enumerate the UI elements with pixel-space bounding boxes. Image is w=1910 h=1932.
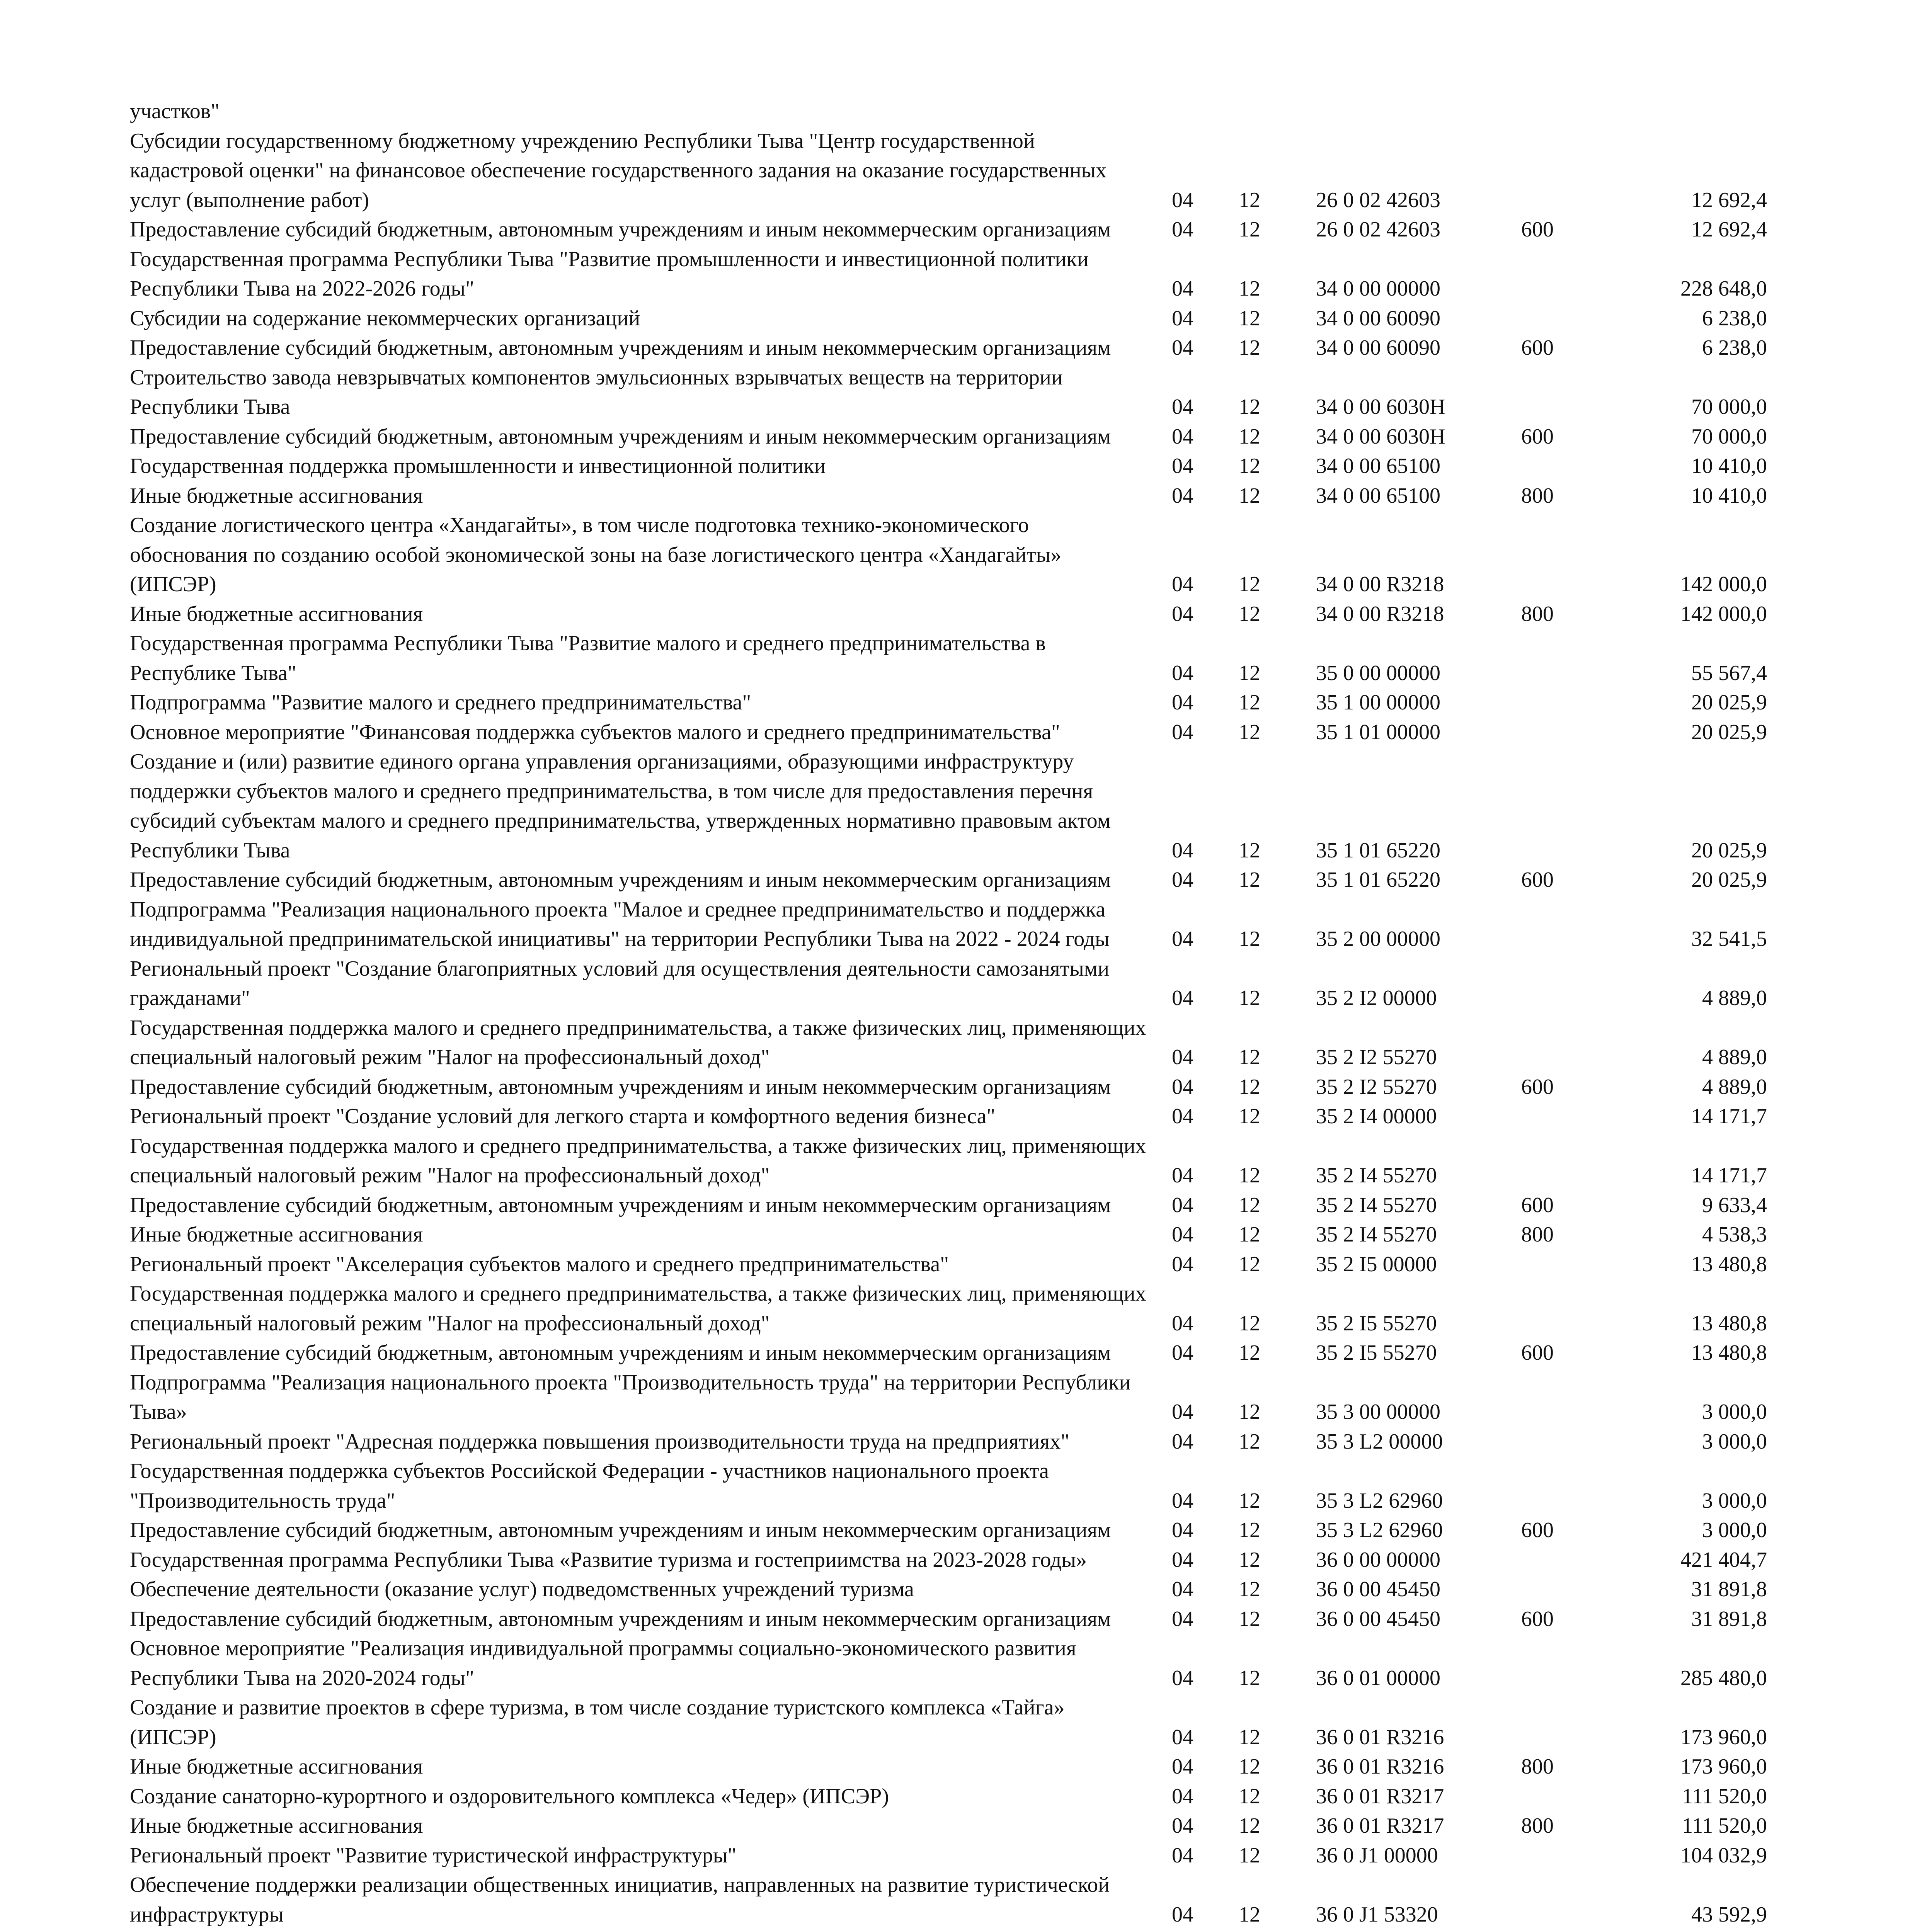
subsection-code: 12 <box>1239 868 1260 892</box>
row-name <box>130 1929 1150 1932</box>
table-row <box>0 1575 1910 1604</box>
amount: 6 238,0 <box>1702 336 1767 360</box>
section-code: 04 <box>1172 1429 1193 1454</box>
expense-type-code: 600 <box>1521 868 1554 892</box>
amount: 3 000,0 <box>1702 1429 1767 1454</box>
target-article-code: 35 2 I4 55270 <box>1316 1163 1437 1187</box>
target-article-code: 35 2 I4 55270 <box>1316 1193 1437 1217</box>
target-article-code: 34 0 00 00000 <box>1316 277 1440 301</box>
subsection-code: 12 <box>1239 1843 1260 1867</box>
amount: 4 889,0 <box>1702 1075 1767 1099</box>
section-code: 04 <box>1172 1518 1193 1542</box>
section-code: 04 <box>1172 1843 1193 1867</box>
table-row <box>0 1841 1910 1871</box>
amount: 43 592,9 <box>1691 1902 1767 1927</box>
amount: 55 567,4 <box>1691 661 1767 685</box>
target-article-code: 34 0 00 65100 <box>1316 454 1440 478</box>
amount: 20 025,9 <box>1691 690 1767 714</box>
target-article-code: 34 0 00 6030Н <box>1316 395 1445 419</box>
row-name: Предоставление субсидий бюджетным, автономным учреждениям и иным некоммерческим организациям <box>130 868 1111 892</box>
table-row <box>0 1456 1910 1515</box>
subsection-code: 12 <box>1239 218 1260 242</box>
section-code: 04 <box>1172 218 1193 242</box>
amount: 10 410,0 <box>1691 454 1767 478</box>
amount: 32 541,5 <box>1691 927 1767 951</box>
amount: 4 889,0 <box>1702 986 1767 1010</box>
table-row <box>0 747 1910 865</box>
table-row <box>0 481 1910 511</box>
section-code: 04 <box>1172 986 1193 1010</box>
section-code: 04 <box>1172 1252 1193 1276</box>
section-code: 04 <box>1172 277 1193 301</box>
table-row <box>0 1102 1910 1131</box>
row-name: Региональный проект "Адресная поддержка повышения производительности труда на предприятиях" <box>130 1429 1070 1454</box>
section-code <box>1172 1929 1193 1932</box>
row-name: Предоставление субсидий бюджетным, автономным учреждениям и иным некоммерческим организациям <box>130 1607 1111 1631</box>
subsection-code <box>1239 1929 1260 1932</box>
subsection-code: 12 <box>1239 454 1260 478</box>
section-code: 04 <box>1172 1400 1193 1424</box>
target-article-code: 36 0 00 45450 <box>1316 1607 1440 1631</box>
row-name: Создание и (или) развитие единого органа управления организациями, образующими инфраструктуру поддержки субъектов малого и среднего предпринимательства, в том числе для предоставления перечня субсидий субъектам малого и среднего предпринимательства, утвержденных нормативно правовым актом Республики Тыва <box>130 750 1111 862</box>
target-article-code: 35 2 00 00000 <box>1316 927 1440 951</box>
subsection-code: 12 <box>1239 572 1260 596</box>
expense-type-code: 600 <box>1521 1607 1554 1631</box>
target-article-code: 35 2 I4 00000 <box>1316 1104 1437 1128</box>
amount: 9 633,4 <box>1702 1193 1767 1217</box>
row-name: Создание и развитие проектов в сфере туризма, в том числе создание туристского комплекса «Тайга» (ИПСЭР) <box>130 1696 1065 1749</box>
table-row <box>0 1220 1910 1250</box>
table-row <box>0 1634 1910 1693</box>
row-name: Иные бюджетные ассигнования <box>130 1814 423 1838</box>
target-article-code <box>1316 1929 1438 1932</box>
amount: 3 000,0 <box>1702 1488 1767 1513</box>
target-article-code: 35 1 01 65220 <box>1316 868 1440 892</box>
target-article-code: 35 1 00 00000 <box>1316 690 1440 714</box>
target-article-code: 36 0 01 R3217 <box>1316 1814 1444 1838</box>
amount: 20 025,9 <box>1691 838 1767 862</box>
amount: 70 000,0 <box>1691 424 1767 449</box>
expense-type-code: 800 <box>1521 483 1554 508</box>
table-row <box>0 1131 1910 1190</box>
row-name: Предоставление субсидий бюджетным, автономным учреждениям и иным некоммерческим организациям <box>130 1518 1111 1542</box>
table-row <box>0 1604 1910 1634</box>
amount: 4 538,3 <box>1702 1223 1767 1247</box>
target-article-code: 34 0 00 6030Н <box>1316 424 1445 449</box>
subsection-code: 12 <box>1239 1518 1260 1542</box>
section-code: 04 <box>1172 1045 1193 1069</box>
subsection-code: 12 <box>1239 1341 1260 1365</box>
table-row <box>0 422 1910 452</box>
subsection-code: 12 <box>1239 188 1260 212</box>
row-name: Иные бюджетные ассигнования <box>130 602 423 626</box>
section-code: 04 <box>1172 395 1193 419</box>
section-code: 04 <box>1172 1341 1193 1365</box>
target-article-code: 36 0 00 45450 <box>1316 1577 1440 1601</box>
budget-table <box>0 97 1910 1932</box>
amount: 13 480,8 <box>1691 1341 1767 1365</box>
table-row <box>0 1811 1910 1841</box>
section-code: 04 <box>1172 1104 1193 1128</box>
table-row <box>0 895 1910 954</box>
table-row <box>0 126 1910 215</box>
table-row <box>0 1190 1910 1220</box>
subsection-code: 12 <box>1239 1814 1260 1838</box>
row-name: Государственная поддержка малого и среднего предпринимательства, а также физических лиц, применяющих специальный налоговый режим "Налог на профессиональный доход" <box>130 1015 1146 1069</box>
target-article-code: 35 3 L2 62960 <box>1316 1518 1443 1542</box>
section-code: 04 <box>1172 1548 1193 1572</box>
subsection-code: 12 <box>1239 661 1260 685</box>
subsection-code: 12 <box>1239 1104 1260 1128</box>
row-name: Государственная поддержка малого и среднего предпринимательства, а также физических лиц, применяющих специальный налоговый режим "Налог на профессиональный доход" <box>130 1134 1146 1187</box>
target-article-code: 35 3 00 00000 <box>1316 1400 1440 1424</box>
expense-type-code: 800 <box>1521 602 1554 626</box>
amount: 285 480,0 <box>1680 1666 1767 1690</box>
row-name: Обеспечение деятельности (оказание услуг) подведомственных учреждений туризма <box>130 1577 914 1601</box>
table-row <box>0 1929 1910 1932</box>
amount: 12 692,4 <box>1691 218 1767 242</box>
row-name: Региональный проект "Развитие туристической инфраструктуры" <box>130 1843 737 1867</box>
table-row <box>0 688 1910 718</box>
table-row <box>0 1250 1910 1279</box>
subsection-code: 12 <box>1239 1075 1260 1099</box>
target-article-code: 35 0 00 00000 <box>1316 661 1440 685</box>
row-name: Обеспечение поддержки реализации общественных инициатив, направленных на развитие туристической инфраструктуры <box>130 1873 1110 1927</box>
amount: 14 171,7 <box>1691 1104 1767 1128</box>
section-code: 04 <box>1172 1725 1193 1749</box>
table-row <box>0 1279 1910 1338</box>
row-name: Государственная программа Республики Тыва "Развитие промышленности и инвестиционной политики Республики Тыва на 2022-2026 годы" <box>130 247 1089 301</box>
row-name: Государственная программа Республики Тыва "Развитие малого и среднего предпринимательства в Республике Тыва" <box>130 631 1046 685</box>
expense-type-code <box>1521 1929 1554 1932</box>
target-article-code: 35 1 01 00000 <box>1316 720 1440 744</box>
table-row <box>0 215 1910 245</box>
amount: 111 520,0 <box>1682 1784 1767 1808</box>
target-article-code: 36 0 01 R3217 <box>1316 1784 1444 1808</box>
target-article-code: 36 0 01 00000 <box>1316 1666 1440 1690</box>
section-code: 04 <box>1172 838 1193 862</box>
subsection-code: 12 <box>1239 306 1260 330</box>
section-code: 04 <box>1172 188 1193 212</box>
subsection-code: 12 <box>1239 1429 1260 1454</box>
row-name: Предоставление субсидий бюджетным, автономным учреждениям и иным некоммерческим организациям <box>130 1341 1111 1365</box>
section-code: 04 <box>1172 927 1193 951</box>
section-code: 04 <box>1172 868 1193 892</box>
subsection-code: 12 <box>1239 1163 1260 1187</box>
table-row <box>0 1515 1910 1545</box>
row-name: Региональный проект "Создание благоприятных условий для осуществления деятельности самозанятыми гражданами" <box>130 956 1110 1010</box>
subsection-code: 12 <box>1239 1252 1260 1276</box>
section-code: 04 <box>1172 483 1193 508</box>
target-article-code: 36 0 J1 53320 <box>1316 1902 1438 1927</box>
table-row <box>0 1338 1910 1368</box>
row-name: Государственная поддержка промышленности и инвестиционной политики <box>130 454 826 478</box>
subsection-code: 12 <box>1239 1548 1260 1572</box>
row-name: Субсидии государственному бюджетному учреждению Республики Тыва "Центр государственной кадастровой оценки" на финансовое обеспечение государственного задания на оказание государственных услуг (выполнение работ) <box>130 129 1107 212</box>
table-row <box>0 629 1910 688</box>
target-article-code: 34 0 00 R3218 <box>1316 572 1444 596</box>
subsection-code: 12 <box>1239 927 1260 951</box>
section-code: 04 <box>1172 602 1193 626</box>
subsection-code: 12 <box>1239 277 1260 301</box>
table-row <box>0 451 1910 481</box>
amount: 20 025,9 <box>1691 868 1767 892</box>
amount: 228 648,0 <box>1680 277 1767 301</box>
amount: 13 480,8 <box>1691 1311 1767 1335</box>
amount: 13 480,8 <box>1691 1252 1767 1276</box>
target-article-code: 36 0 01 R3216 <box>1316 1725 1444 1749</box>
section-code: 04 <box>1172 1755 1193 1779</box>
row-name: Государственная программа Республики Тыва «Развитие туризма и гостеприимства на 2023-2028 годы» <box>130 1548 1087 1572</box>
subsection-code: 12 <box>1239 395 1260 419</box>
expense-type-code: 600 <box>1521 336 1554 360</box>
section-code: 04 <box>1172 1075 1193 1099</box>
section-code: 04 <box>1172 1488 1193 1513</box>
table-row <box>0 1870 1910 1929</box>
target-article-code: 36 0 J1 00000 <box>1316 1843 1438 1867</box>
row-name: Иные бюджетные ассигнования <box>130 1223 423 1247</box>
expense-type-code: 800 <box>1521 1223 1554 1247</box>
section-code: 04 <box>1172 661 1193 685</box>
expense-type-code: 800 <box>1521 1814 1554 1838</box>
target-article-code: 26 0 02 42603 <box>1316 188 1440 212</box>
subsection-code: 12 <box>1239 1193 1260 1217</box>
amount: 20 025,9 <box>1691 720 1767 744</box>
amount: 173 960,0 <box>1680 1755 1767 1779</box>
target-article-code: 35 2 I4 55270 <box>1316 1223 1437 1247</box>
amount: 4 889,0 <box>1702 1045 1767 1069</box>
amount: 10 410,0 <box>1691 483 1767 508</box>
expense-type-code: 600 <box>1521 424 1554 449</box>
table-row <box>0 510 1910 599</box>
target-article-code: 35 2 I5 00000 <box>1316 1252 1437 1276</box>
subsection-code: 12 <box>1239 1755 1260 1779</box>
subsection-code: 12 <box>1239 1311 1260 1335</box>
subsection-code: 12 <box>1239 1666 1260 1690</box>
row-name: Региональный проект "Акселерация субъектов малого и среднего предпринимательства" <box>130 1252 949 1276</box>
table-row <box>0 599 1910 629</box>
subsection-code: 12 <box>1239 602 1260 626</box>
row-name: Подпрограмма "Реализация национального проекта "Производительность труда" на территории Республики Тыва» <box>130 1370 1131 1424</box>
amount: 142 000,0 <box>1680 572 1767 596</box>
amount: 421 404,7 <box>1680 1548 1767 1572</box>
row-name: Предоставление субсидий бюджетным, автономным учреждениям и иным некоммерческим организациям <box>130 218 1111 242</box>
target-article-code: 34 0 00 60090 <box>1316 336 1440 360</box>
row-name: Иные бюджетные ассигнования <box>130 483 423 508</box>
section-code: 04 <box>1172 1223 1193 1247</box>
row-name: Государственная поддержка субъектов Российской Федерации - участников национального проекта "Производительность труда" <box>130 1459 1049 1513</box>
row-name: Основное мероприятие "Финансовая поддержка субъектов малого и среднего предпринимательства" <box>130 720 1060 744</box>
section-code: 04 <box>1172 454 1193 478</box>
section-code: 04 <box>1172 424 1193 449</box>
amount: 173 960,0 <box>1680 1725 1767 1749</box>
section-code: 04 <box>1172 1902 1193 1927</box>
amount: 6 238,0 <box>1702 306 1767 330</box>
subsection-code: 12 <box>1239 1577 1260 1601</box>
section-code: 04 <box>1172 336 1193 360</box>
section-code: 04 <box>1172 306 1193 330</box>
target-article-code: 35 2 I2 55270 <box>1316 1075 1437 1099</box>
row-name: Предоставление субсидий бюджетным, автономным учреждениям и иным некоммерческим организациям <box>130 1193 1111 1217</box>
section-code: 04 <box>1172 1163 1193 1187</box>
expense-type-code: 600 <box>1521 1341 1554 1365</box>
section-code: 04 <box>1172 572 1193 596</box>
table-row <box>0 1427 1910 1457</box>
subsection-code: 12 <box>1239 720 1260 744</box>
subsection-code: 12 <box>1239 986 1260 1010</box>
target-article-code: 36 0 01 R3216 <box>1316 1755 1444 1779</box>
subsection-code: 12 <box>1239 1400 1260 1424</box>
target-article-code: 35 2 I5 55270 <box>1316 1311 1437 1335</box>
table-row <box>0 954 1910 1013</box>
amount: 31 891,8 <box>1691 1607 1767 1631</box>
target-article-code: 35 3 L2 00000 <box>1316 1429 1443 1454</box>
table-row <box>0 245 1910 304</box>
row-name: Иные бюджетные ассигнования <box>130 1755 423 1779</box>
subsection-code: 12 <box>1239 838 1260 862</box>
table-row <box>0 304 1910 333</box>
target-article-code: 34 0 00 65100 <box>1316 483 1440 508</box>
section-code: 04 <box>1172 1311 1193 1335</box>
target-article-code: 35 2 I2 55270 <box>1316 1045 1437 1069</box>
amount: 70 000,0 <box>1691 395 1767 419</box>
table-row <box>0 718 1910 747</box>
amount: 111 520,0 <box>1682 1814 1767 1838</box>
expense-type-code: 600 <box>1521 218 1554 242</box>
subsection-code: 12 <box>1239 424 1260 449</box>
expense-type-code: 600 <box>1521 1075 1554 1099</box>
subsection-code: 12 <box>1239 483 1260 508</box>
row-name: участков" <box>130 99 220 123</box>
amount: 12 692,4 <box>1691 188 1767 212</box>
row-name: Региональный проект "Создание условий для легкого старта и комфортного ведения бизнеса" <box>130 1104 996 1128</box>
target-article-code: 35 2 I5 55270 <box>1316 1341 1437 1365</box>
target-article-code: 26 0 02 42603 <box>1316 218 1440 242</box>
subsection-code: 12 <box>1239 1045 1260 1069</box>
section-code: 04 <box>1172 1607 1193 1631</box>
subsection-code: 12 <box>1239 1784 1260 1808</box>
target-article-code: 35 1 01 65220 <box>1316 838 1440 862</box>
amount: 14 171,7 <box>1691 1163 1767 1187</box>
section-code: 04 <box>1172 690 1193 714</box>
subsection-code: 12 <box>1239 336 1260 360</box>
amount: 31 891,8 <box>1691 1577 1767 1601</box>
table-row <box>0 865 1910 895</box>
table-row <box>0 363 1910 422</box>
table-row <box>0 333 1910 363</box>
table-row <box>0 97 1910 126</box>
section-code: 04 <box>1172 1784 1193 1808</box>
amount: 3 000,0 <box>1702 1400 1767 1424</box>
section-code: 04 <box>1172 1814 1193 1838</box>
target-article-code: 34 0 00 R3218 <box>1316 602 1444 626</box>
row-name: Субсидии на содержание некоммерческих организаций <box>130 306 640 330</box>
section-code: 04 <box>1172 1193 1193 1217</box>
amount: 142 000,0 <box>1680 602 1767 626</box>
subsection-code: 12 <box>1239 1223 1260 1247</box>
subsection-code: 12 <box>1239 1488 1260 1513</box>
section-code: 04 <box>1172 720 1193 744</box>
row-name: Предоставление субсидий бюджетным, автономным учреждениям и иным некоммерческим организациям <box>130 336 1111 360</box>
expense-type-code: 600 <box>1521 1193 1554 1217</box>
table-row <box>0 1072 1910 1102</box>
table-row <box>0 1368 1910 1427</box>
subsection-code: 12 <box>1239 1902 1260 1927</box>
expense-type-code: 600 <box>1521 1518 1554 1542</box>
row-name: Основное мероприятие "Реализация индивидуальной программы социально-экономического развития Республики Тыва на 2020-2024 годы" <box>130 1636 1076 1690</box>
row-name: Строительство завода невзрывчатых компонентов эмульсионных взрывчатых веществ на территории Республики Тыва <box>130 365 1063 419</box>
amount: 104 032,9 <box>1680 1843 1767 1867</box>
row-name: Создание санаторно-курортного и оздоровительного комплекса «Чедер» (ИПСЭР) <box>130 1784 889 1808</box>
row-name: Подпрограмма "Развитие малого и среднего предпринимательства" <box>130 690 751 714</box>
table-row <box>0 1782 1910 1811</box>
section-code: 04 <box>1172 1666 1193 1690</box>
subsection-code: 12 <box>1239 1725 1260 1749</box>
row-name: Подпрограмма "Реализация национального проекта "Малое и среднее предпринимательство и поддержка индивидуальной предпринимательской инициативы" на территории Республики Тыва на 2022 - 2024 годы <box>130 897 1110 951</box>
subsection-code: 12 <box>1239 1607 1260 1631</box>
table-row <box>0 1752 1910 1782</box>
amount: 3 000,0 <box>1702 1518 1767 1542</box>
table-row <box>0 1013 1910 1072</box>
table-row <box>0 1545 1910 1575</box>
table-row <box>0 1693 1910 1752</box>
target-article-code: 34 0 00 60090 <box>1316 306 1440 330</box>
row-name: Предоставление субсидий бюджетным, автономным учреждениям и иным некоммерческим организациям <box>130 1075 1111 1099</box>
row-name: Предоставление субсидий бюджетным, автономным учреждениям и иным некоммерческим организациям <box>130 424 1111 449</box>
target-article-code: 36 0 00 00000 <box>1316 1548 1440 1572</box>
subsection-code: 12 <box>1239 690 1260 714</box>
expense-type-code: 800 <box>1521 1755 1554 1779</box>
row-name: Создание логистического центра «Хандагайты», в том числе подготовка технико-экономического обоснования по созданию особой экономической зоны на базе логистического центра «Хандагайты» (ИПСЭР) <box>130 513 1062 596</box>
amount <box>1691 1929 1767 1932</box>
target-article-code: 35 3 L2 62960 <box>1316 1488 1443 1513</box>
row-name: Государственная поддержка малого и среднего предпринимательства, а также физических лиц, применяющих специальный налоговый режим "Налог на профессиональный доход" <box>130 1282 1146 1335</box>
target-article-code: 35 2 I2 00000 <box>1316 986 1437 1010</box>
section-code: 04 <box>1172 1577 1193 1601</box>
